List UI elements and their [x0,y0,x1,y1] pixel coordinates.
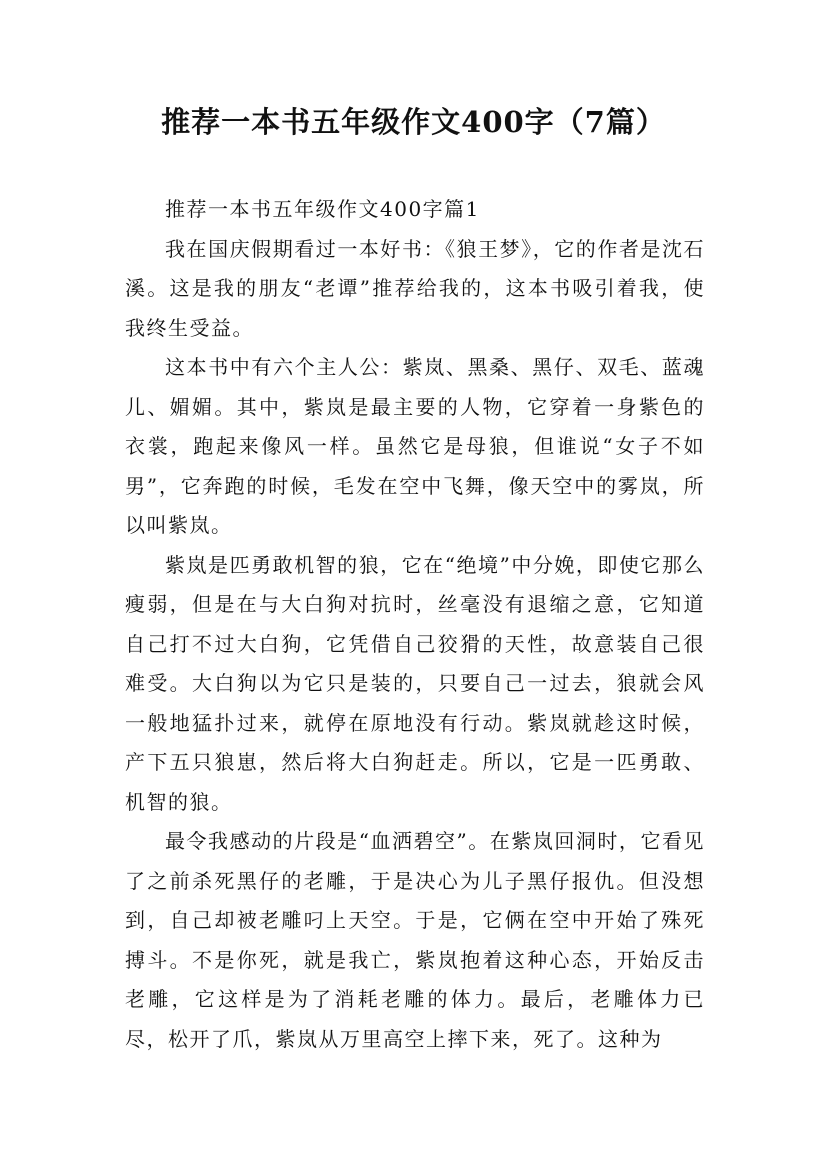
paragraph: 我在国庆假期看过一本好书：《狼王梦》，它的作者是沈石溪。这是我的朋友“老谭”推荐给我的，这本书吸引着我，使我终生受益。 [125,236,705,340]
paragraph: 这本书中有六个主人公：紫岚、黑桑、黑仔、双毛、蓝魂儿、媚媚。其中，紫岚是最主要的人物，它穿着一身紫色的衣裳，跑起来像风一样。虽然它是母狼，但谁说“女子不如男”，它奔跑的时候，毛发在空中飞舞，像天空中的雾岚，所以叫紫岚。 [125,355,705,537]
paragraph: 最令我感动的片段是“血洒碧空”。在紫岚回洞时，它看见了之前杀死黑仔的老雕，于是决心为儿子黑仔报仇。但没想到，自己却被老雕叼上天空。于是，它俩在空中开始了殊死搏斗。不是你死，就是我亡，紫岚抱着这种心态，开始反击老雕，它这样是为了消耗老雕的体力。最后，老雕体力已尽，松开了爪，紫岚从万里高空上摔下来，死了。这种为 [125,829,705,1051]
document-body [125,190,705,1059]
section-heading: 推荐一本书五年级作文400字篇1 [165,197,480,221]
paragraph: 紫岚是匹勇敢机智的狼，它在“绝境”中分娩，即使它那么瘦弱，但是在与大白狗对抗时，丝毫没有退缩之意，它知道自己打不过大白狗，它凭借自己狡猾的天性，故意装自己很难受。大白狗以为它只是装的，只要自己一过去，狼就会风一般地猛扑过来，就停在原地没有行动。紫岚就趁这时候，产下五只狼崽，然后将大白狗赶走。所以，它是一匹勇敢、机智的狼。 [125,552,705,814]
document-title: 推荐一本书五年级作文400字（7篇） [161,105,666,139]
